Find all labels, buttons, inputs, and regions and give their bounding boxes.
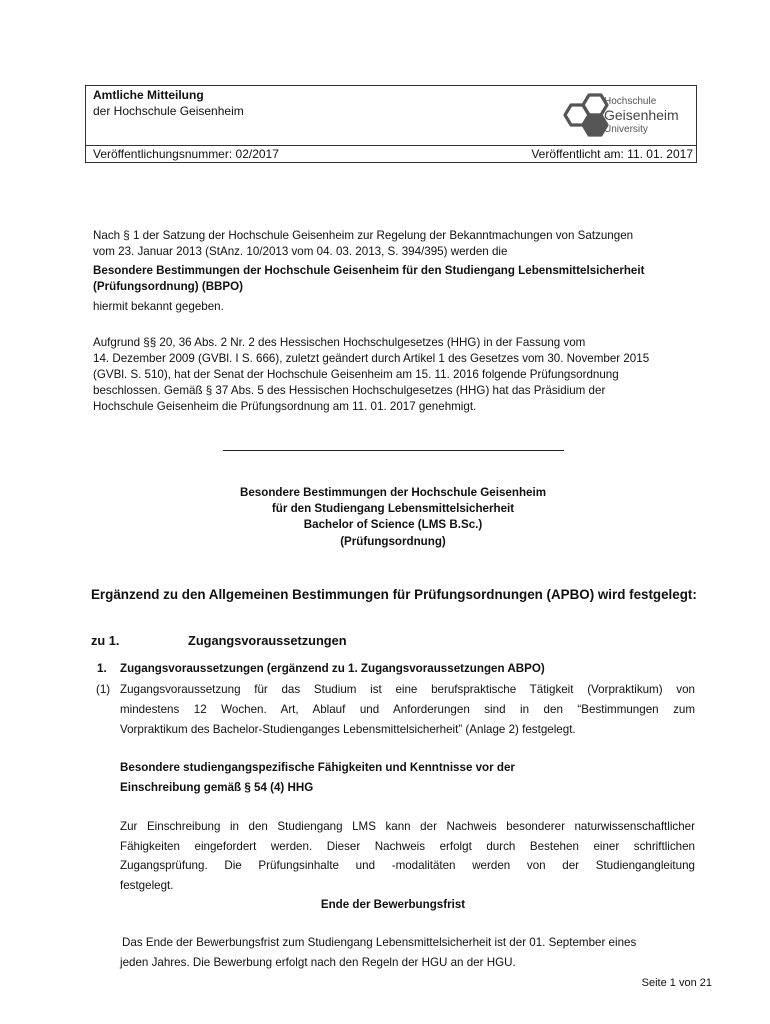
item-title: Zugangsvoraussetzungen (ergänzend zu 1. Zugangsvoraussetzungen ABPO)	[120, 662, 545, 675]
paragraph-line: Zugangsvoraussetzung für das Studium ist eine berufspraktische Tätigkeit (Vorpraktikum) von	[120, 683, 695, 696]
bbpo-title-line: Besondere Bestimmungen der Hochschule Geisenheim für den Studiengang Lebensmittelsicherheit	[93, 264, 645, 277]
paragraph-line: mindestens 12 Wochen. Art, Ablauf und Anforderungen sind in den “Bestimmungen zum	[120, 703, 695, 716]
doc-title-line: Besondere Bestimmungen der Hochschule Geisenheim	[239, 486, 547, 499]
special-line: Zugangsprüfung. Die Prüfungsinhalte und -modalitäten werden von der Studiengangleitung	[120, 859, 695, 872]
logo-text-geisenheim: Geisenheim	[604, 107, 679, 123]
page-number: Seite 1 von 21	[641, 977, 712, 989]
special-line: festgelegt.	[120, 879, 174, 892]
deadline-line: Das Ende der Bewerbungsfrist zum Studiengang Lebensmittelsicherheit ist der 01. September eines	[122, 936, 637, 949]
deadline-line: jeden Jahres. Die Bewerbung erfolgt nach den Regeln der HGU an der HGU.	[120, 956, 516, 969]
paragraph-line: Vorpraktikum des Bachelor-Studienganges Lebensmittelsicherheit” (Anlage 2) festgelegt.	[120, 723, 576, 736]
special-line: Fähigkeiten eingefordert werden. Dieser Nachweis erfolgt durch Bestehen einer schriftlichen	[120, 840, 695, 853]
separator-rule	[223, 450, 564, 451]
special-heading: Besondere studiengangspezifische Fähigkeiten und Kenntnisse vor der	[120, 761, 515, 774]
special-heading: Einschreibung gemäß § 54 (4) HHG	[120, 781, 314, 794]
basis-line: beschlossen. Gemäß § 37 Abs. 5 des Hessischen Hochschulgesetzes (HHG) hat das Präsidium der	[93, 384, 606, 397]
item-number: 1.	[97, 662, 107, 675]
paragraph-number: (1)	[96, 683, 111, 696]
intro-line: hiermit bekannt gegeben.	[93, 300, 224, 313]
doc-title-line: Bachelor of Science (LMS B.Sc.)	[303, 518, 483, 531]
doc-title-line: (Prüfungsordnung)	[340, 535, 446, 548]
special-line: Zur Einschreibung in den Studiengang LMS kann der Nachweis besonderer naturwissenschaftlicher	[120, 820, 695, 833]
deadline-heading: Ende der Bewerbungsfrist	[320, 898, 466, 911]
doc-title-line: für den Studiengang Lebensmittelsicherheit	[271, 502, 515, 515]
section-number: zu 1.	[91, 633, 120, 648]
basis-line: Aufgrund §§ 20, 36 Abs. 2 Nr. 2 des Hessischen Hochschulgesetzes (HHG) in der Fassung vom	[93, 336, 586, 349]
header-subtitle: der Hochschule Geisenheim	[93, 104, 244, 118]
basis-line: Hochschule Geisenheim die Prüfungsordnung am 11. 01. 2017 genehmigt.	[93, 400, 477, 413]
logo-text-hochschule: Hochschule	[604, 96, 657, 107]
basis-line: (GVBl. S. 510), hat der Senat der Hochschule Geisenheim am 15. 11. 2016 folgende Prüfungsordnung	[93, 368, 619, 381]
header-title: Amtliche Mitteilung	[93, 88, 204, 102]
logo-text-university: University	[604, 124, 648, 135]
section-title: Zugangsvoraussetzungen	[188, 633, 347, 648]
intro-line: Nach § 1 der Satzung der Hochschule Geisenheim zur Regelung der Bekanntmachungen von Satzungen	[93, 229, 634, 242]
lead-sentence: Ergänzend zu den Allgemeinen Bestimmungen für Prüfungsordnungen (APBO) wird festgelegt:	[91, 587, 697, 602]
bbpo-title-line: (Prüfungsordnung) (BBPO)	[93, 280, 244, 293]
publication-number: Veröffentlichungsnummer: 02/2017	[93, 147, 279, 161]
header-divider	[85, 145, 697, 146]
intro-line: vom 23. Januar 2013 (StAnz. 10/2013 vom 04. 03. 2013, S. 394/395) werden die	[93, 245, 508, 258]
publication-date: Veröffentlicht am: 11. 01. 2017	[531, 147, 693, 161]
basis-line: 14. Dezember 2009 (GVBl. I S. 666), zuletzt geändert durch Artikel 1 des Gesetzes vom 30. November 2015	[93, 352, 650, 365]
